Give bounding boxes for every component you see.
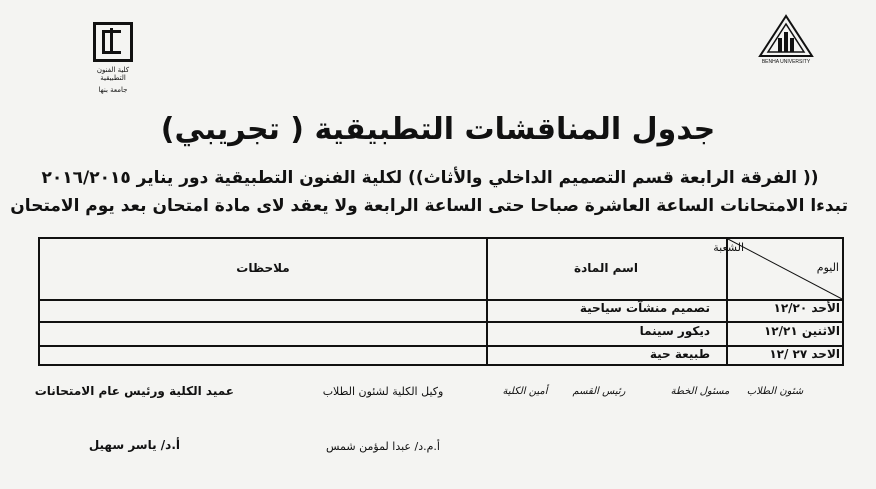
- exam-note: تبدءا الامتحانات الساعة العاشرة صباحا حتى الساعة الرابعة ولا يعقد لاى مادة امتحان بعد يوم الامتحان: [10, 196, 848, 216]
- college-logo-caption: كلية الفنون التطبيقية: [96, 66, 130, 82]
- header-day: اليوم: [816, 261, 839, 274]
- university-logo: [756, 14, 816, 64]
- row-2-day: الاثنين ١٢/٢١: [763, 324, 840, 338]
- signature-plan-officer: مسئول الخطة: [670, 386, 730, 397]
- university-emblem-icon: [756, 14, 816, 64]
- signature-vice-dean: وكيل الكلية لشئون الطلاب: [322, 385, 444, 398]
- page-title: جدول المناقشات التطبيقية ( تجريبي): [160, 112, 716, 147]
- signature-dean: عميد الكلية ورئيس عام الامتحانات: [34, 384, 234, 398]
- row-divider: [40, 299, 842, 301]
- signature-student-affairs: شئون الطلاب: [746, 386, 804, 397]
- college-emblem-icon: [93, 22, 133, 62]
- university-logo-caption: جامعة بنها: [98, 86, 128, 94]
- row-3-day: الاحد ٢٧ /١٢: [769, 347, 840, 361]
- college-logo: [88, 22, 138, 94]
- row-2-subject: ديكور سينما: [639, 324, 710, 338]
- header-section: الشعبة: [713, 241, 744, 254]
- row-1-day: الأحد ١٢/٢٠: [773, 301, 840, 315]
- signature-vice-dean-name: أ.م.د/ عبدا لمؤمن شمس: [326, 440, 440, 453]
- signature-dean-name: أ.د/ ياسر سهيل: [88, 438, 180, 452]
- row-divider: [40, 345, 842, 347]
- schedule-table: [38, 237, 844, 366]
- row-1-subject: تصميم منشآت سياحية: [579, 301, 710, 315]
- header-subject: اسم المادة: [574, 261, 638, 275]
- header-notes: ملاحظات: [236, 261, 290, 275]
- row-divider: [40, 321, 842, 323]
- signature-dept-head: رئيس القسم: [572, 386, 626, 397]
- schedule-subtitle: (( الفرقة الرابعة قسم التصميم الداخلي والأثاث)) لكلية الفنون التطبيقية دور يناير ٢٠١٦/٢٠١٥: [41, 168, 819, 188]
- svg-text:BENHA UNIVERSITY: BENHA UNIVERSITY: [761, 59, 811, 64]
- signature-college-secretary: أمين الكلية: [502, 386, 548, 397]
- row-3-subject: طبيعة حية: [649, 347, 710, 361]
